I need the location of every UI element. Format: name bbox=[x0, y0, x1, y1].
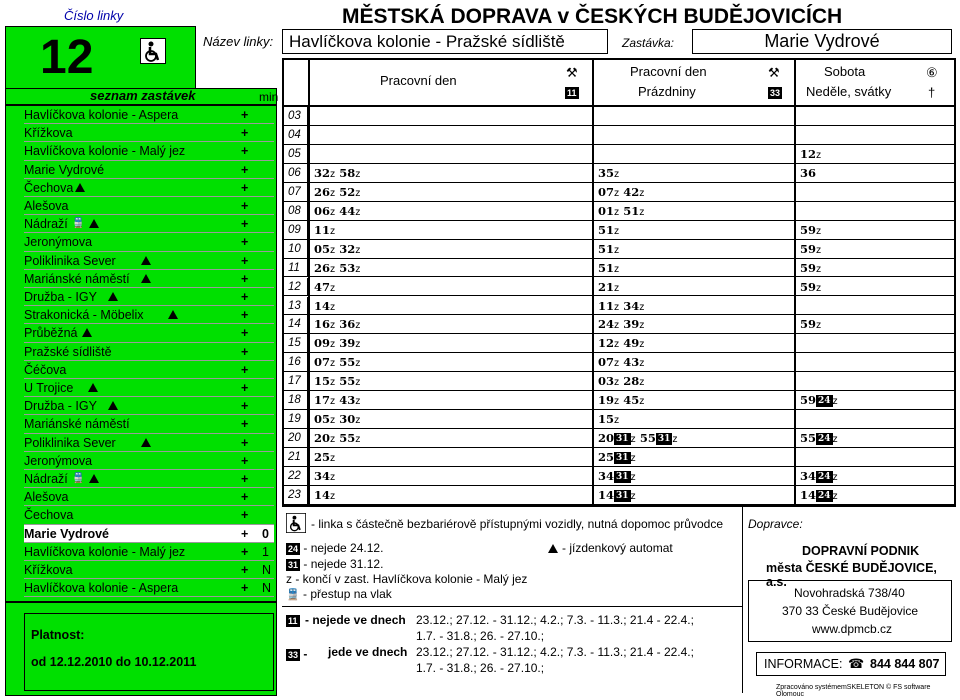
stop-row bbox=[24, 506, 274, 524]
departure-cell-c3: 59z bbox=[800, 260, 822, 275]
departure-cell-c1: 26z 53z bbox=[314, 260, 361, 275]
hour-row bbox=[282, 164, 956, 183]
hour-row bbox=[282, 297, 956, 316]
stop-name-text: Poliklinika Sever bbox=[24, 253, 116, 268]
stop-name-text: Družba - IGY bbox=[24, 290, 97, 304]
departure-cell-c3: 59 24 z bbox=[800, 393, 838, 408]
hour-cell: 13 bbox=[282, 297, 309, 315]
stop-plus: + bbox=[241, 435, 249, 450]
line-number-box bbox=[5, 26, 196, 90]
hour-cell: 09 bbox=[282, 221, 309, 239]
note-symbol: 31 bbox=[616, 453, 629, 464]
stop-name-text: Marie Vydrové bbox=[24, 162, 105, 177]
legend-z: z - končí v zast. Havlíčkova kolonie - Malý jez bbox=[286, 572, 528, 586]
departure-cell-c2: 19z 45z bbox=[598, 393, 645, 408]
page-title: MĚSTSKÁ DOPRAVA v ČESKÝCH BUDĚJOVICÍCH bbox=[342, 5, 843, 28]
stop-name-text: Křížkova bbox=[24, 563, 73, 577]
stop-minutes: N bbox=[262, 581, 272, 596]
departure-cell-c1: 26z 52z bbox=[314, 184, 361, 199]
min-header: min bbox=[259, 90, 279, 104]
departure-cell-c3: 36 bbox=[800, 165, 817, 180]
legend-jede-dates-1: 23.12.; 27.12. - 31.12.; 4.2.; 7.3. - 11.3.; 21.4 - 22.4.; bbox=[416, 645, 694, 659]
hour-row bbox=[282, 221, 956, 240]
stop-row bbox=[24, 106, 274, 124]
stop-name-text: Havlíčkova kolonie - Malý jez bbox=[24, 544, 186, 559]
hour-row bbox=[282, 259, 956, 278]
stop-name-text: Čéčova bbox=[24, 362, 67, 377]
departure-cell-c2: 25 31 z bbox=[598, 450, 636, 465]
hour-row bbox=[282, 391, 956, 410]
departure-cell-c3: 59z bbox=[800, 279, 822, 294]
hour-cell: 08 bbox=[282, 202, 309, 220]
stop-name-text: Strakonická - Möbelix bbox=[24, 308, 144, 323]
ticket-machine-icon bbox=[168, 310, 178, 319]
departure-cell-c1: 15z 55z bbox=[314, 374, 361, 389]
departure-cell-c2: 51z bbox=[598, 241, 620, 256]
hour-row bbox=[282, 429, 956, 448]
hour-cell: 07 bbox=[282, 183, 309, 201]
hour-cell: 15 bbox=[282, 334, 309, 352]
carrier-name-2: města ČESKÉ BUDĚJOVICE, a.s. bbox=[766, 561, 937, 589]
hour-row bbox=[282, 183, 956, 202]
ticket-machine-icon bbox=[88, 383, 98, 392]
ticket-machine-icon bbox=[82, 328, 92, 337]
stop-plus: + bbox=[241, 126, 249, 141]
stop-row bbox=[24, 379, 274, 397]
hour-row bbox=[282, 202, 956, 221]
hour-cell: 14 bbox=[282, 315, 309, 333]
ticket-machine-icon bbox=[141, 438, 151, 447]
stop-row bbox=[24, 343, 274, 361]
note-symbol: 24 bbox=[818, 434, 831, 445]
departure-cell-c2: 07z 43z bbox=[598, 355, 645, 370]
hour-row bbox=[282, 240, 956, 259]
ticket-machine-icon bbox=[141, 274, 151, 283]
stop-row bbox=[24, 470, 274, 488]
departure-cell-c3: 59z bbox=[800, 317, 822, 332]
ticket-machine-icon bbox=[89, 219, 99, 228]
stop-plus: + bbox=[241, 581, 249, 596]
departure-cell-c1: 09z 39z bbox=[314, 336, 361, 351]
departure-cell-c2: 14 31 z bbox=[598, 488, 636, 502]
stop-name-text: Nádraží bbox=[24, 217, 68, 232]
hammer-icon: ⚒ bbox=[566, 65, 578, 80]
legend-wheelchair-note: - linka s částečně bezbariérově přístupnými vozidly, nutná dopomoc průvodce bbox=[311, 517, 723, 531]
col1-sym: 11 bbox=[567, 87, 577, 98]
stop-row bbox=[24, 415, 274, 433]
stop-list-title: seznam zastávek bbox=[90, 88, 196, 103]
stop-name-text: Alešova bbox=[24, 199, 69, 213]
departure-cell-c3: 34 24 z bbox=[800, 469, 838, 484]
stop-plus: + bbox=[241, 271, 249, 286]
hour-row bbox=[282, 372, 956, 391]
carrier-address: Novohradská 738/40 bbox=[794, 586, 905, 600]
hour-row bbox=[282, 334, 956, 353]
hour-row bbox=[282, 107, 956, 126]
wheelchair-icon bbox=[140, 38, 166, 64]
departure-cell-c2: 24z 39z bbox=[598, 317, 645, 332]
departure-cell-c2: 21z bbox=[598, 279, 620, 294]
hour-row bbox=[282, 467, 956, 486]
stop-plus: + bbox=[241, 180, 249, 195]
departure-cell-c2: 11z 34z bbox=[598, 298, 645, 313]
departure-cell-c2: 12z 49z bbox=[598, 336, 645, 351]
cross-icon: † bbox=[928, 85, 936, 100]
stop-name-text: Křížkova bbox=[24, 126, 73, 141]
stop-row bbox=[24, 179, 274, 197]
stop-name-text: Mariánské náměstí bbox=[24, 417, 130, 432]
stop-name-text: Průběžná bbox=[24, 326, 78, 341]
hour-cell: 04 bbox=[282, 126, 309, 144]
departure-cell-c2: 03z 28z bbox=[598, 374, 645, 389]
ticket-machine-icon bbox=[141, 256, 151, 265]
departure-cell-c1: 07z 55z bbox=[314, 355, 361, 370]
carrier-city: 370 33 České Budějovice bbox=[782, 604, 919, 618]
col2-title: Pracovní den bbox=[630, 64, 707, 79]
hour-row bbox=[282, 410, 956, 429]
stop-row bbox=[24, 161, 274, 179]
hour-row bbox=[282, 353, 956, 372]
stop-plus: + bbox=[241, 326, 249, 341]
departure-cell-c1: 06z 44z bbox=[314, 203, 361, 218]
stop-row bbox=[24, 397, 274, 415]
stop-name-text: Havlíčkova kolonie - Aspera bbox=[24, 108, 179, 122]
hour-row bbox=[282, 486, 956, 505]
col2-subtitle: Prázdniny bbox=[638, 84, 696, 99]
departure-cell-c1: 17z 43z bbox=[314, 393, 361, 408]
hour-cell: 21 bbox=[282, 448, 309, 466]
stop-name-text: Pražské sídliště bbox=[24, 344, 112, 359]
stop-plus: + bbox=[241, 508, 249, 523]
legend-train: 🚆 - přestup na vlak bbox=[286, 587, 392, 601]
stop-row bbox=[24, 488, 274, 506]
ticket-machine-icon bbox=[108, 401, 118, 410]
departure-cell-c1: 16z 36z bbox=[314, 317, 361, 332]
line-number: 12 bbox=[40, 31, 94, 84]
stop-row bbox=[24, 215, 274, 233]
route-name-label: Název linky: bbox=[203, 34, 274, 49]
legend-jede: jede ve dnech bbox=[328, 645, 408, 659]
departure-cell-c1: 05z 30z bbox=[314, 412, 361, 427]
legend-nejede-dates-1: 23.12.; 27.12. - 31.12.; 4.2.; 7.3. - 11.3.; 21.4 - 22.4.; bbox=[416, 613, 694, 627]
stop-row bbox=[24, 561, 274, 579]
hour-row bbox=[282, 315, 956, 334]
stop-plus: + bbox=[241, 417, 249, 432]
legend-nejede: - nejede ve dnech bbox=[305, 613, 406, 627]
carrier-web[interactable]: www.dpmcb.cz bbox=[812, 622, 893, 636]
stop-plus: + bbox=[241, 563, 249, 577]
departure-cell-c3: 12z bbox=[800, 146, 822, 161]
hour-cell: 17 bbox=[282, 372, 309, 390]
note-symbol: 24 bbox=[818, 491, 831, 501]
train-icon: 🚆 bbox=[286, 589, 300, 601]
departure-cell-c1: 05z 32z bbox=[314, 241, 361, 256]
stop-plus: + bbox=[241, 381, 249, 395]
hour-cell: 11 bbox=[282, 259, 309, 277]
ticket-machine-icon bbox=[548, 544, 558, 553]
hour-cell: 20 bbox=[282, 429, 309, 447]
stop-plus: + bbox=[241, 544, 249, 559]
saturday-icon: ⑥ bbox=[926, 65, 938, 80]
hour-cell: 22 bbox=[282, 467, 309, 485]
stop-name-text: Alešova bbox=[24, 490, 69, 505]
stop-plus: + bbox=[241, 344, 249, 359]
hour-cell: 16 bbox=[282, 353, 309, 371]
stop-name-text: Mariánské náměstí bbox=[24, 271, 130, 286]
footer-credit: Zpracováno systémemSKELETON © FS software Olomouc bbox=[776, 684, 931, 698]
legend-jede-dates-2: 1.7. - 31.8.; 26. - 27.10.; bbox=[416, 661, 545, 675]
stop-row bbox=[24, 124, 274, 142]
stop-plus: + bbox=[241, 490, 249, 505]
stop-minutes: 0 bbox=[262, 526, 269, 541]
col3-title: Sobota bbox=[824, 64, 866, 79]
hour-cell: 05 bbox=[282, 145, 309, 163]
departure-cell-c3: 14 24 z bbox=[800, 488, 838, 502]
stop-plus: + bbox=[241, 526, 249, 541]
note-symbol: 24 bbox=[818, 396, 831, 407]
stop-plus: + bbox=[241, 235, 249, 250]
info-label: INFORMACE: bbox=[764, 657, 843, 671]
col2-sym: 33 bbox=[770, 87, 781, 98]
stop-row bbox=[24, 197, 274, 215]
stop-name-text: Havlíčkova kolonie - Aspera bbox=[24, 581, 179, 596]
stop-plus: + bbox=[241, 162, 249, 177]
legend-nejede-dates-2: 1.7. - 31.8.; 26. - 27.10.; bbox=[416, 629, 545, 643]
hour-cell: 10 bbox=[282, 240, 309, 258]
departure-cell-c2: 01z 51z bbox=[598, 203, 645, 218]
stop-row bbox=[24, 452, 274, 470]
stop-plus: + bbox=[241, 453, 249, 468]
stop-name-text: Jeronýmova bbox=[24, 453, 93, 468]
stop-row bbox=[24, 324, 274, 342]
phone-icon: ☎ bbox=[848, 656, 865, 671]
stop-name-text: U Trojice bbox=[24, 381, 74, 395]
stop-minutes: 1 bbox=[262, 544, 269, 559]
hour-row bbox=[282, 278, 956, 297]
legend-24: 24 - nejede 24.12. bbox=[288, 541, 384, 555]
departure-cell-c1: 34z bbox=[314, 469, 336, 484]
stop-name: Marie Vydrové bbox=[692, 29, 952, 54]
departure-cell-c1: 25z bbox=[314, 450, 336, 465]
stop-name-text: Čechova bbox=[24, 180, 74, 195]
ticket-machine-icon bbox=[108, 292, 118, 301]
legend-11: 11 bbox=[288, 615, 298, 626]
departure-cell-c1: 47z bbox=[314, 279, 336, 294]
departure-cell-c1: 14z bbox=[314, 488, 336, 502]
stop-plus: + bbox=[241, 290, 249, 304]
stop-row bbox=[24, 361, 274, 379]
stop-plus: + bbox=[241, 253, 249, 268]
departure-cell-c2: 07z 42z bbox=[598, 184, 645, 199]
note-symbol: 31 bbox=[657, 434, 671, 445]
stop-row bbox=[24, 579, 274, 597]
line-number-label: Číslo linky bbox=[64, 8, 124, 23]
hour-cell: 19 bbox=[282, 410, 309, 428]
departure-cell-c3: 59z bbox=[800, 222, 822, 237]
stop-name-text: Čechova bbox=[24, 508, 74, 523]
stop-name-text: Družba - IGY bbox=[24, 399, 97, 414]
stop-plus: + bbox=[241, 144, 249, 159]
stop-plus: + bbox=[241, 399, 249, 414]
stop-row bbox=[24, 233, 274, 251]
stop-name-text: Marie Vydrové bbox=[24, 526, 109, 541]
col1-title: Pracovní den bbox=[380, 73, 457, 88]
departure-cell-c1: 32z 58z bbox=[314, 165, 361, 180]
stop-row bbox=[24, 142, 274, 160]
legend-wheelchair-icon bbox=[286, 513, 306, 533]
stop-row bbox=[24, 306, 274, 324]
ticket-machine-icon bbox=[75, 183, 85, 192]
stop-name-text: Nádraží bbox=[24, 472, 68, 486]
departure-cell-c2: 51z bbox=[598, 260, 620, 275]
hour-cell: 03 bbox=[282, 107, 309, 125]
hour-row bbox=[282, 145, 956, 164]
validity-range: od 12.12.2010 do 10.12.2011 bbox=[31, 655, 197, 669]
ticket-machine-icon bbox=[89, 474, 99, 483]
departure-cell-c2: 20 31 z 55 31 z bbox=[598, 431, 678, 446]
stop-name-text: Jeronýmova bbox=[24, 235, 93, 250]
departure-cell-c2: 35z bbox=[598, 165, 620, 180]
stop-plus: + bbox=[241, 308, 249, 323]
departure-cell-c3: 55 24 z bbox=[800, 431, 838, 446]
stop-plus: + bbox=[241, 472, 249, 486]
departure-cell-c1: 20z 55z bbox=[314, 431, 361, 446]
stop-row bbox=[24, 525, 274, 543]
departure-cell-c2: 15z bbox=[598, 412, 620, 427]
carrier-name-1: DOPRAVNÍ PODNIK bbox=[802, 544, 920, 558]
carrier-divider bbox=[742, 507, 743, 693]
legend-ticket: - jízdenkový automat bbox=[545, 541, 673, 555]
stop-label: Zastávka: bbox=[622, 36, 675, 50]
stop-plus: + bbox=[241, 108, 249, 122]
departure-cell-c1: 14z bbox=[314, 298, 336, 313]
stop-name-text: Poliklinika Sever bbox=[24, 435, 116, 450]
note-symbol: 31 bbox=[616, 434, 629, 445]
col3-subtitle: Neděle, svátky bbox=[806, 84, 892, 99]
stop-row bbox=[24, 252, 274, 270]
departure-cell-c1: 11z bbox=[314, 222, 336, 237]
stop-minutes: N bbox=[262, 563, 272, 577]
departure-cell-c3: 59z bbox=[800, 241, 822, 256]
note-symbol: 31 bbox=[616, 491, 629, 501]
stop-plus: + bbox=[241, 217, 249, 232]
stop-row bbox=[24, 288, 274, 306]
hour-row bbox=[282, 448, 956, 467]
carrier-label: Dopravce: bbox=[748, 517, 803, 531]
departure-cell-c2: 51z bbox=[598, 222, 620, 237]
stop-plus: + bbox=[241, 199, 249, 213]
stop-name-text: Havlíčkova kolonie - Malý jez bbox=[24, 144, 186, 159]
note-symbol: 31 bbox=[616, 472, 629, 483]
stop-row bbox=[24, 543, 274, 561]
departure-cell-c2: 34 31 z bbox=[598, 469, 636, 484]
route-name: Havlíčkova kolonie - Pražské sídliště bbox=[282, 29, 608, 54]
validity-label: Platnost: bbox=[31, 628, 85, 642]
hour-cell: 18 bbox=[282, 391, 309, 409]
train-icon: 🚆 bbox=[72, 218, 85, 230]
legend-31: 31 - nejede 31.12. bbox=[288, 557, 384, 571]
stop-row bbox=[24, 434, 274, 452]
hour-row bbox=[282, 126, 956, 145]
hour-cell: 12 bbox=[282, 278, 309, 296]
note-symbol: 24 bbox=[818, 472, 831, 483]
validity-box bbox=[24, 613, 274, 691]
stop-plus: + bbox=[241, 362, 249, 377]
phone-number: 844 844 807 bbox=[870, 657, 940, 671]
hour-cell: 06 bbox=[282, 164, 309, 182]
hammer-icon: ⚒ bbox=[768, 65, 780, 80]
hour-cell: 23 bbox=[282, 486, 309, 504]
stop-row bbox=[24, 270, 274, 288]
train-icon: 🚆 bbox=[72, 473, 85, 484]
legend-33: 33 - bbox=[288, 647, 308, 661]
legend-divider bbox=[282, 606, 742, 607]
